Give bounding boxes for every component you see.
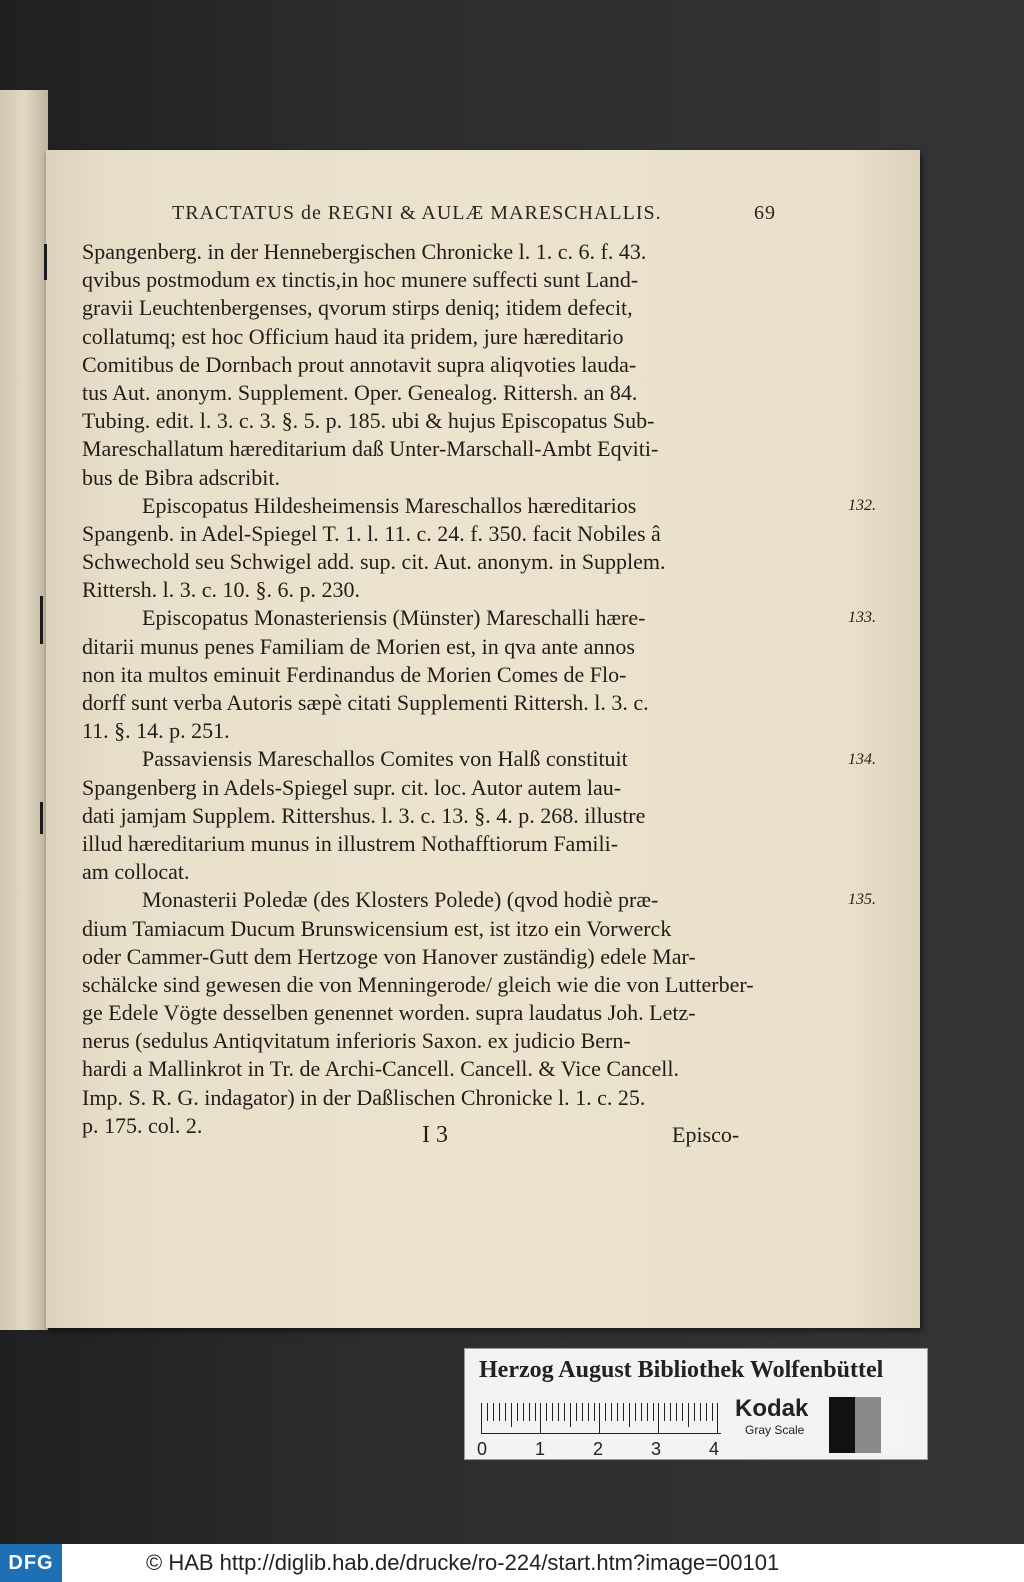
text-line: tus Aut. anonym. Supplement. Oper. Genealog. Rittersh. an 84. (82, 379, 638, 405)
ruler-tick (706, 1403, 707, 1421)
ruler-tick (712, 1403, 713, 1421)
ruler-tick (499, 1403, 500, 1421)
body-text (82, 238, 876, 1140)
ruler-tick (481, 1403, 482, 1433)
text-line: dorff sunt verba Autoris sæpè citati Supplementi Rittersh. l. 3. c. (82, 690, 649, 715)
ruler-tick (664, 1403, 665, 1421)
ruler-tick (535, 1403, 536, 1421)
text-line: hardi a Mallinkrot in Tr. de Archi-Cancell. Cancell. & Vice Cancell. (82, 1056, 680, 1082)
target-title: Herzog August Bibliothek Wolfenbüttel (479, 1357, 884, 1383)
ruler-tick (682, 1403, 683, 1421)
ruler-tick (670, 1403, 671, 1421)
text-line: Mareschallatum hæreditarium daß Unter-Marschall-Ambt Eqviti- (82, 436, 659, 462)
ruler-tick (717, 1403, 718, 1433)
text-line: qvibus postmodum ex tinctis,in hoc munere suffecti sunt Land- (82, 267, 639, 293)
margin-mark (40, 802, 43, 834)
text-line: collatumq; est hoc Officium haud ita pridem, jure hæreditario (82, 323, 624, 349)
gray-patch-white (881, 1397, 907, 1453)
text-line: Episcopatus Monasteriensis (Münster) Mareschalli hære- (142, 605, 646, 631)
ruler-tick (511, 1403, 512, 1427)
text-line: Tubing. edit. l. 3. c. 3. §. 5. p. 185. ubi & hujus Episcopatus Sub- (82, 408, 655, 434)
ruler-tick (505, 1403, 506, 1421)
text-line: Spangenb. in Adel-Spiegel T. 1. l. 11. c. 24. f. 350. facit Nobiles â (82, 520, 661, 546)
text-line: nerus (sedulus Antiqvitatum inferioris Saxon. ex judicio Bern- (82, 1028, 631, 1054)
gray-patch-gray (855, 1397, 881, 1453)
gray-patch-black (829, 1397, 855, 1453)
kodak-subtitle: Gray Scale (745, 1423, 805, 1437)
ruler-number: 4 (709, 1439, 720, 1459)
ruler-tick (529, 1403, 530, 1421)
text-line: am collocat. (82, 859, 190, 885)
text-line: non ita multos eminuit Ferdinandus de Morien Comes de Flo- (82, 661, 627, 687)
ruler-tick (517, 1403, 518, 1421)
viewer-footer-bar (0, 1544, 1024, 1582)
ruler-tick (540, 1403, 541, 1433)
ruler-tick (493, 1403, 494, 1421)
margin-note: 134. (848, 751, 876, 768)
ruler-number: 2 (593, 1439, 604, 1459)
text-line: ge Edele Vögte desselben genennet worden. supra laudatus Joh. Letz- (82, 1000, 696, 1026)
ruler-tick (647, 1403, 648, 1421)
catchword: Episco- (672, 1122, 740, 1147)
ruler-number: 0 (477, 1439, 488, 1459)
ruler-tick (623, 1403, 624, 1421)
ruler-tick (635, 1403, 636, 1421)
ruler-tick (617, 1403, 618, 1421)
text-line: Spangenberg in Adels-Spiegel supr. cit. loc. Autor autem lau- (82, 774, 622, 800)
page-number: 69 (754, 202, 776, 224)
ruler-tick (576, 1403, 577, 1421)
margin-note: 133. (848, 609, 876, 626)
color-target-card (464, 1348, 928, 1460)
text-line: Imp. S. R. G. indagator) in der Daßlischen Chronicke l. 1. c. 25. (82, 1084, 646, 1110)
signature-mark: I 3 (422, 1122, 448, 1148)
text-line: oder Cammer-Gutt dem Hertzoge von Hanover zuständig) edele Mar- (82, 943, 696, 969)
copyright-url[interactable]: © HAB http://diglib.hab.de/drucke/ro-224/start.htm?image=00101 (146, 1550, 780, 1575)
ruler-tick (599, 1403, 600, 1433)
text-line: dati jamjam Supplem. Rittershus. l. 3. c. 13. §. 4. p. 268. illustre (82, 802, 646, 828)
ruler-tick (588, 1403, 589, 1421)
kodak-brand: Kodak (735, 1395, 809, 1422)
text-line: schälcke sind gewesen die von Menningerode/ gleich wie die von Lutterber- (82, 971, 754, 997)
text-line: dium Tamiacum Ducum Brunswicensium est, ist itzo ein Vorwerck (82, 915, 672, 941)
ruler-number: 3 (651, 1439, 662, 1459)
page-footer (0, 1122, 880, 1158)
text-line: Schwechold seu Schwigel add. sup. cit. Aut. anonym. in Supplem. (82, 549, 666, 575)
text-line: Passaviensis Mareschallos Comites von Halß constituit (142, 746, 628, 772)
ruler-tick (629, 1403, 630, 1427)
text-line: gravii Leuchtenbergenses, qvorum stirps deniq; itidem defecit, (82, 295, 633, 321)
ruler-tick (658, 1403, 659, 1433)
dfg-logo[interactable]: DFG (0, 1544, 62, 1582)
ruler-baseline (481, 1433, 721, 1434)
margin-mark (44, 244, 47, 280)
text-line: illud hæreditarium munus in illustrem Nothafftiorum Famili- (82, 830, 619, 856)
ruler-tick (676, 1403, 677, 1421)
scale-ruler (481, 1397, 721, 1437)
text-line: Spangenberg. in der Hennebergischen Chronicke l. 1. c. 6. f. 43. (82, 239, 647, 264)
ruler-tick (564, 1403, 565, 1421)
ruler-tick (688, 1403, 689, 1427)
margin-note: 135. (848, 891, 876, 908)
ruler-number: 1 (535, 1439, 546, 1459)
ruler-tick (653, 1403, 654, 1421)
margin-mark (40, 596, 43, 644)
ruler-tick (641, 1403, 642, 1421)
text-line: ditarii munus penes Familiam de Morien est, in qva ante annos (82, 633, 635, 659)
text-line: Rittersh. l. 3. c. 10. §. 6. p. 230. (82, 577, 361, 603)
running-title: TRACTATUS de REGNI & AULÆ MARESCHALLIS. (172, 202, 662, 224)
margin-note: 132. (848, 497, 876, 514)
ruler-tick (546, 1403, 547, 1421)
margin-notes (844, 238, 904, 1438)
text-line: Monasterii Poledæ (des Klosters Polede) (qvod hodiè præ- (142, 887, 659, 913)
ruler-tick (582, 1403, 583, 1421)
ruler-tick (611, 1403, 612, 1421)
text-line: 11. §. 14. p. 251. (82, 718, 230, 744)
ruler-tick (570, 1403, 571, 1427)
text-line: p. 175. col. 2. (82, 1112, 203, 1138)
text-line: Episcopatus Hildesheimensis Mareschallos hæreditarios (142, 492, 637, 518)
ruler-tick (523, 1403, 524, 1421)
ruler-tick (558, 1403, 559, 1421)
ruler-tick (487, 1403, 488, 1421)
ruler-tick (694, 1403, 695, 1421)
text-line: Comitibus de Dornbach prout annotavit supra aliqvoties lauda- (82, 351, 637, 377)
text-line: bus de Bibra adscribit. (82, 464, 280, 490)
ruler-tick (700, 1403, 701, 1421)
ruler-tick (552, 1403, 553, 1421)
running-header (172, 202, 776, 232)
ruler-tick (594, 1403, 595, 1421)
ruler-tick (605, 1403, 606, 1421)
